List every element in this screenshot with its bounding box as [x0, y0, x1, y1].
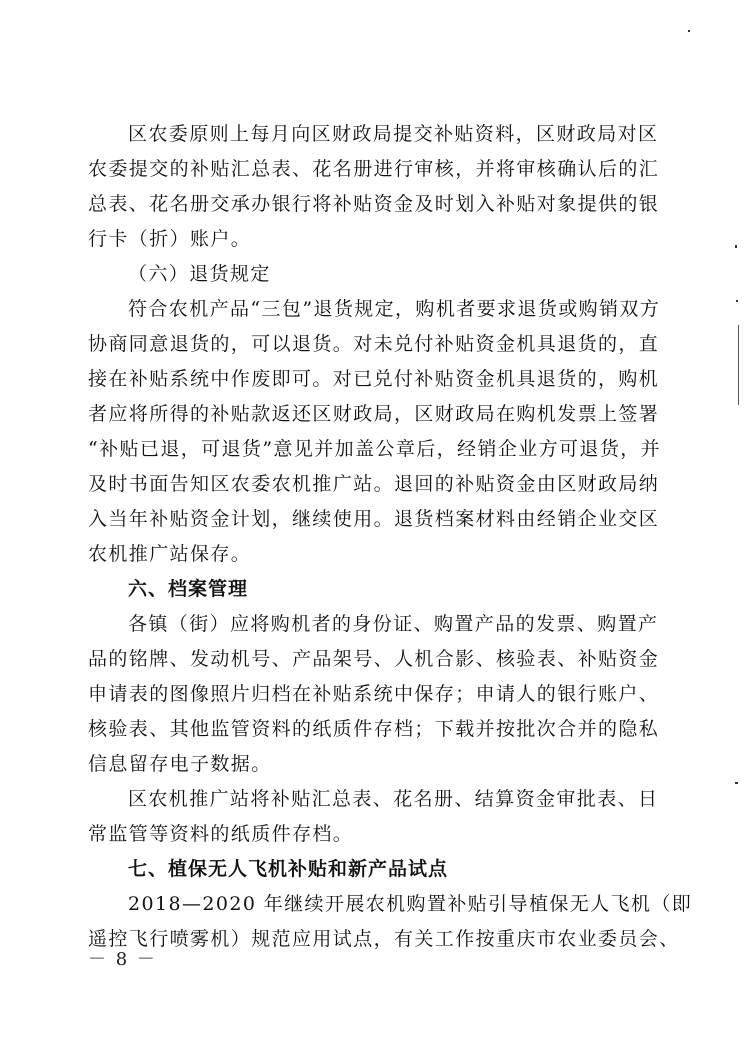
text-line-7: 协商同意退货的，可以退货。对未兑付补贴资金机具退货的，直 — [88, 333, 660, 355]
text-line-3: 总表、花名册交承办银行将补贴资金及时划入补贴对象提供的银 — [88, 193, 660, 215]
text-line-17: 申请表的图像照片归档在补贴系统中保存；申请人的银行账户、 — [88, 683, 660, 705]
text-line-16: 品的铭牌、发动机号、产品架号、人机合影、核验表、补贴资金 — [88, 648, 660, 670]
text-line-11: 及时书面告知区农委农机推广站。退回的补贴资金由区财政局纳 — [88, 473, 660, 495]
subsection-heading-returns: （六）退货规定 — [128, 263, 271, 285]
section-heading-drone-pilot: 七、植保无人飞机补贴和新产品试点 — [128, 858, 449, 880]
text-line-12: 入当年补贴资金计划，继续使用。退货档案材料由经销企业交区 — [88, 508, 660, 530]
scan-speck — [688, 30, 690, 32]
text-line-20: 区农机推广站将补贴汇总表、花名册、结算资金审批表、日 — [128, 788, 659, 810]
text-line-1: 区农委原则上每月向区财政局提交补贴资料，区财政局对区 — [128, 123, 659, 145]
text-line-21: 常监管等资料的纸质件存档。 — [88, 823, 354, 845]
text-line-23: 2018—2020 年继续开展农机购置补贴引导植保无人飞机（即 — [128, 893, 693, 915]
text-line-6: 符合农机产品“三包”退货规定，购机者要求退货或购销双方 — [128, 298, 661, 320]
scan-speck — [735, 245, 737, 248]
text-line-9: 者应将所得的补贴款返还区财政局，区财政局在购机发票上签署 — [88, 403, 660, 425]
text-line-13: 农机推广站保存。 — [88, 543, 252, 565]
text-line-10: “补贴已退，可退货”意见并加盖公章后，经销企业方可退货，并 — [88, 438, 662, 460]
text-line-18: 核验表、其他监管资料的纸质件存档；下载并按批次合并的隐私 — [88, 718, 660, 740]
page-number: － 8 － — [88, 949, 157, 970]
text-line-4: 行卡（折）账户。 — [88, 228, 252, 250]
text-line-2: 农委提交的补贴汇总表、花名册进行审核，并将审核确认后的汇 — [88, 158, 660, 180]
text-line-15: 各镇（街）应将购机者的身份证、购置产品的发票、购置产 — [128, 613, 659, 635]
scan-edge-mark — [738, 325, 739, 405]
section-heading-archive: 六、档案管理 — [128, 578, 249, 600]
text-line-8: 接在补贴系统中作废即可。对已兑付补贴资金机具退货的，购机 — [88, 368, 660, 390]
scan-speck — [735, 782, 738, 784]
scan-speck — [736, 300, 738, 302]
text-line-19: 信息留存电子数据。 — [88, 753, 272, 775]
text-line-24: 遥控飞行喷雾机）规范应用试点，有关工作按重庆市农业委员会、 — [88, 928, 680, 950]
